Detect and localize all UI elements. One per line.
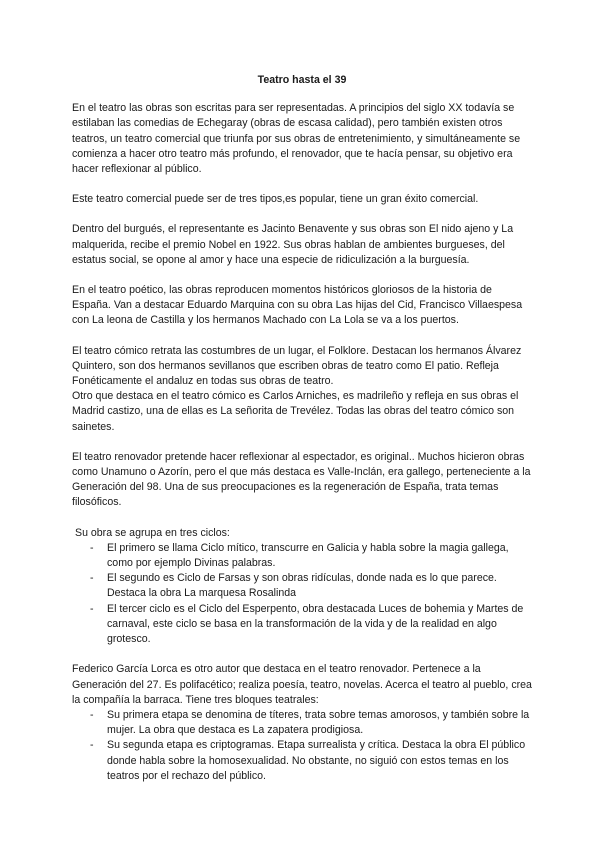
list-item (72, 602, 532, 648)
paragraph-teatro-comico-quintero: El teatro cómico retrata las costumbres de un lugar, el Folklore. Destacan los hermanos Álvarez Quintero, son dos hermanos sevillanos que escriben obras de teatro como El patio. Refleja Fonéticamente el andaluz en todas sus obras de teatro. (72, 344, 522, 388)
list-item-text: El primero se llama Ciclo mítico, transcurre en Galicia y habla sobre la magia gallega, como por ejemplo Divinas palabras. (107, 541, 509, 570)
list-item (72, 708, 532, 738)
list-item (72, 541, 532, 571)
paragraph-teatro-comercial: Este teatro comercial puede ser de tres tipos,es popular, tiene un gran éxito comercial. (72, 193, 479, 206)
paragraph-teatro-poetico: En el teatro poético, las obras reproducen momentos históricos gloriosos de la historia de España. Van a destacar Eduardo Marquina con su obra Las hijas del Cid, Francisco Villaespesa con La leona de Castilla y los hermanos Machado con La Lola se va a los puertos. (72, 284, 523, 327)
paragraph-ciclos-intro: Su obra se agrupa en tres ciclos: (75, 526, 230, 539)
document-page (72, 73, 532, 784)
list-item-text: El segundo es Ciclo de Farsas y son obras ridículas, donde nada es lo que parece. Destaca la obra La marquesa Rosalinda (107, 572, 497, 600)
bullet-dash: - (90, 708, 94, 721)
list-item-text: Su primera etapa se denomina de títeres, trata sobre temas amorosos, y también sobre la mujer. La obra que destaca es La zapatera prodigiosa. (107, 708, 530, 737)
paragraph-intro: En el teatro las obras son escritas para ser representadas. A principios del siglo XX todavía se estilaban las comedias de Echegaray (obras de escasa calidad), pero también existen otros teatros, un teatro comercial que triunfa por sus obras de entretenimiento, y simultáneamente se comienza a hacer otro teatro más profundo, el renovador, que te hacía pensar, su objetivo era hacer reflexionar al público. (72, 102, 521, 176)
bullet-dash: - (90, 602, 94, 615)
bloques-list (72, 708, 532, 784)
paragraph-teatro-burgues: Dentro del burgués, el representante es Jacinto Benavente y sus obras son El nido ajeno y La malquerida, recibe el premio Nobel en 1922. Sus obras hablan de ambientes burgueses, del estatus social, se opone al amor y hace una especie de ridiculización a la burguesía. (72, 223, 514, 266)
bullet-dash: - (90, 739, 94, 752)
bullet-dash: - (90, 541, 94, 554)
bullet-dash: - (90, 572, 94, 585)
list-item (72, 571, 532, 601)
list-item-text: Su segunda etapa es criptogramas. Etapa surrealista y crítica. Destaca la obra El público donde habla sobre la homosexualidad. No obstante, no siguió con estos temas en los teatros por el rechazo del público. (107, 739, 526, 782)
list-item-text: El tercer ciclo es el Ciclo del Esperpento, obra destacada Luces de bohemia y Martes de carnaval, este ciclo se basa en la transformación de la vida y de la realidad en algo grotesco. (107, 602, 524, 646)
paragraph-lorca: Federico García Lorca es otro autor que destaca en el teatro renovador. Pertenece a la Generación del 27. Es polifacético; realiza poesía, teatro, novelas. Acerca el teatro al pueblo, crea la compañía la barraca. Tiene tres bloques teatrales: (72, 663, 532, 706)
paragraph-teatro-renovador: El teatro renovador pretende hacer reflexionar al espectador, es original.. Muchos hicieron obras como Unamuno o Azorín, pero el que más destaca es Valle-Inclán, era gallego, perteneciente a la Generación del 98. Una de sus preocupaciones es la regeneración de España, trata temas filosóficos. (72, 450, 531, 509)
paragraph-teatro-comico-arniches: Otro que destaca en el teatro cómico es Carlos Arniches, es madrileño y refleja en sus obras el Madrid castizo, una de ellas es La señorita de Trevélez. Todas las obras del teatro cómico son sainetes. (72, 390, 519, 433)
ciclos-list (72, 541, 532, 647)
document-title: Teatro hasta el 39 (257, 74, 347, 86)
list-item (72, 738, 532, 784)
